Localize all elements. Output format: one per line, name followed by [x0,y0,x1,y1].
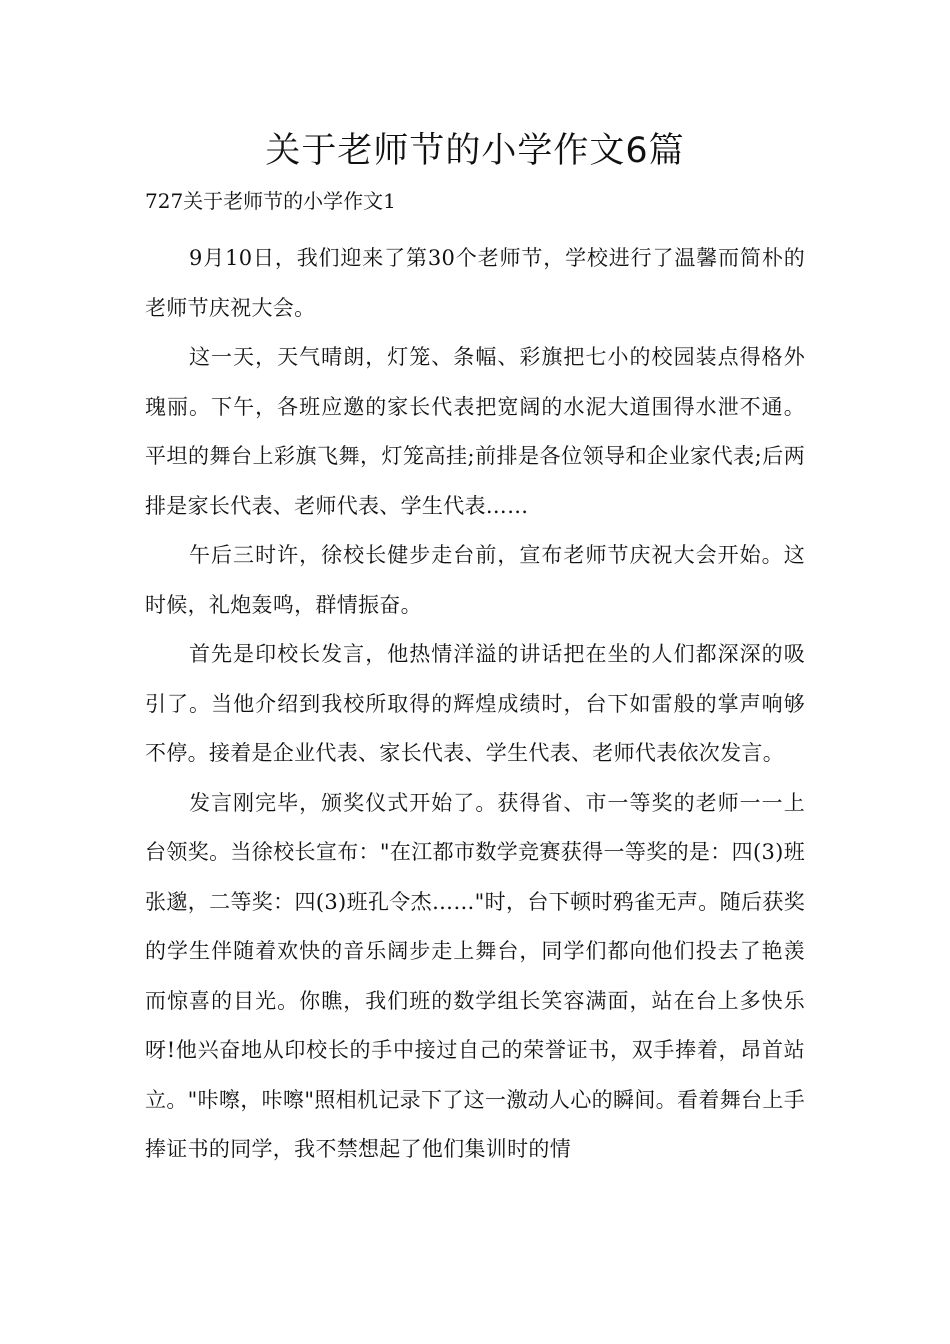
document-subtitle: 727关于老师节的小学作文1 [145,189,396,213]
paragraph-5: 发言刚完毕，颁奖仪式开始了。获得省、市一等奖的老师一一上台领奖。当徐校长宣布："在江都市数学竞赛获得一等奖的是：四(3)班张邈，二等奖：四(3)班孔令杰……"时，台下顿时鸦雀无声。随后获奖的学生伴随着欢快的音乐阔步走上舞台，同学们都向他们投去了艳羡而惊喜的目光。你瞧，我们班的数学组长笑容满面，站在台上多快乐呀!他兴奋地从印校长的手中接过自己的荣誉证书，双手捧着，昂首站立。"咔嚓，咔嚓"照相机记录下了这一激动人心的瞬间。看着舞台上手捧证书的同学，我不禁想起了他们集训时的情 [145,790,805,1161]
document-body [145,234,805,1175]
document-title: 关于老师节的小学作文6篇 [265,131,685,171]
paragraph-4: 首先是印校长发言，他热情洋溢的讲话把在坐的人们都深深的吸引了。当他介绍到我校所取得的辉煌成绩时，台下如雷般的掌声响够不停。接着是企业代表、家长代表、学生代表、老师代表依次发言。 [145,642,805,765]
paragraph-3: 午后三时许，徐校长健步走台前，宣布老师节庆祝大会开始。这时候，礼炮轰鸣，群情振奋。 [145,543,805,617]
paragraph-1: 9月10日，我们迎来了第30个老师节，学校进行了温馨而简朴的老师节庆祝大会。 [145,246,805,320]
paragraph-2: 这一天，天气晴朗，灯笼、条幅、彩旗把七小的校园装点得格外瑰丽。下午，各班应邀的家长代表把宽阔的水泥大道围得水泄不通。平坦的舞台上彩旗飞舞，灯笼高挂;前排是各位领导和企业家代表;后两排是家长代表、老师代表、学生代表…… [145,345,805,518]
